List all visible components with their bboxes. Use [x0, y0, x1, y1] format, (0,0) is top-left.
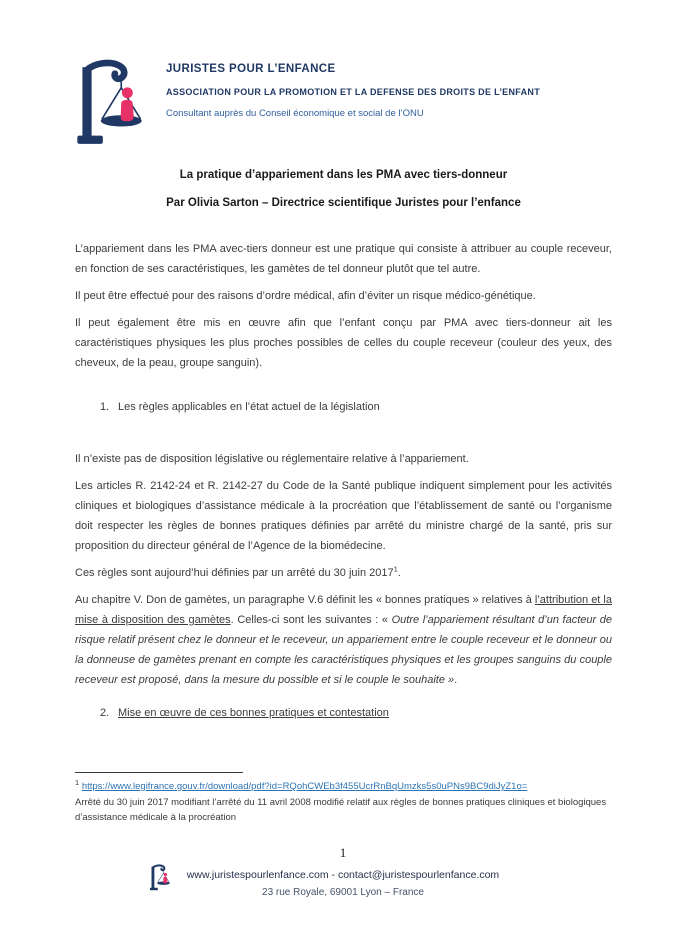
paragraph-7: [75, 590, 612, 690]
org-status: Consultant auprès du Conseil économique et social de l’ONU: [166, 108, 424, 119]
paragraph-7-mid: . Celles-ci sont les suivantes : «: [230, 614, 392, 626]
footer-address: 23 rue Royale, 69001 Lyon – France: [262, 887, 424, 898]
paragraph-2: Il peut être effectué pour des raisons d’ordre médical, afin d’éviter un risque médico-génétique.: [75, 290, 536, 302]
document-byline: Par Olivia Sarton – Directrice scientifique Juristes pour l’enfance: [166, 197, 521, 209]
footnote-description: Arrêté du 30 juin 2017 modifiant l’arrêté du 11 avril 2008 modifié relatif aux règles de bonnes pratiques cliniques et biologiques d’assistance médicale à la procréation: [75, 796, 607, 823]
letterhead: [166, 63, 626, 119]
section-2-heading: [75, 703, 612, 723]
footnote-area: [75, 772, 612, 826]
paragraph-7-end: .: [454, 674, 458, 686]
paragraph-4: Il n’existe pas de disposition législative ou réglementaire relative à l’appariement.: [75, 453, 469, 465]
paragraph-6: [75, 563, 612, 583]
footer-contact: www.juristespourlenfance.com - contact@juristespourlenfance.com: [186, 869, 500, 881]
document-content: [75, 168, 612, 723]
org-name: JURISTES POUR L’ENFANCE: [166, 63, 336, 75]
underlined-phrase: l’attribution et la mise à disposition des gamètes: [75, 594, 612, 626]
footnote: [75, 779, 612, 826]
paragraph-5: Les articles R. 2142-24 et R. 2142-27 du Code de la Santé publique indiquent simplement pour les activités cliniques et biologiques d’assistance médicale à la procréation que l’établissement de santé ou l’organisme doit respecter les règles de bonnes pratiques définies par arrêté du ministre chargé de la santé, pris sur proposition du directeur général de l’Agence de la biomédecine.: [75, 480, 612, 552]
footnote-marker: 1: [75, 777, 80, 787]
footnote-reference: 1: [393, 564, 398, 574]
footnote-separator: [75, 772, 243, 773]
paragraph-6-end: .: [397, 567, 401, 579]
section-2-number: 2.: [100, 707, 110, 719]
paragraph-7-lead: Au chapitre V. Don de gamètes, un paragraphe V.6 définit les « bonnes pratiques » relatives à: [75, 594, 535, 606]
scales-of-justice-logo: [74, 57, 146, 151]
section-1-heading: [75, 397, 612, 417]
paragraph-1: L’appariement dans les PMA avec-tiers donneur est une pratique qui consiste à attribuer au couple receveur, en fonction de ses caractéristiques, les gamètes de tel donneur plutôt que tel autre.: [75, 243, 612, 275]
legifrance-link[interactable]: https://www.legifrance.gouv.fr/download/pdf?id=RQohCWEb3f455UcrRnBqUmzks5s0uPNs9BC9diJyZ1o=: [81, 781, 528, 792]
org-tagline: ASSOCIATION POUR LA PROMOTION ET LA DEFENSE DES DROITS DE L’ENFANT: [166, 87, 540, 97]
page-number: 1: [339, 845, 347, 860]
section-1-number: 1.: [100, 401, 110, 413]
paragraph-6-text: Ces règles sont aujourd’hui définies par un arrêté du 30 juin 2017: [75, 567, 394, 579]
quoted-regulation-text: Outre l’appariement résultant d’un facteur de risque relatif présent chez le donneur et le receveur, un appariement entre le couple receveur et le donneur ou la donneuse de gamètes prenant en compte les caractéristiques physiques et les groupes sanguins du couple receveur est proposé, dans la mesure du possible et si le couple le souhaite »: [75, 614, 612, 686]
document-title: La pratique d’appariement dans les PMA avec tiers-donneur: [179, 169, 508, 181]
section-2-title: Mise en œuvre de ces bonnes pratiques et contestation: [118, 707, 389, 719]
paragraph-3: Il peut également être mis en œuvre afin que l’enfant conçu par PMA avec tiers-donneur ait les caractéristiques physiques les plus proches possibles de celles du couple receveur (couleur des yeux, des cheveux, de la peau, groupe sanguin).: [75, 317, 612, 369]
section-1-title: Les règles applicables en l’état actuel de la législation: [118, 401, 380, 413]
